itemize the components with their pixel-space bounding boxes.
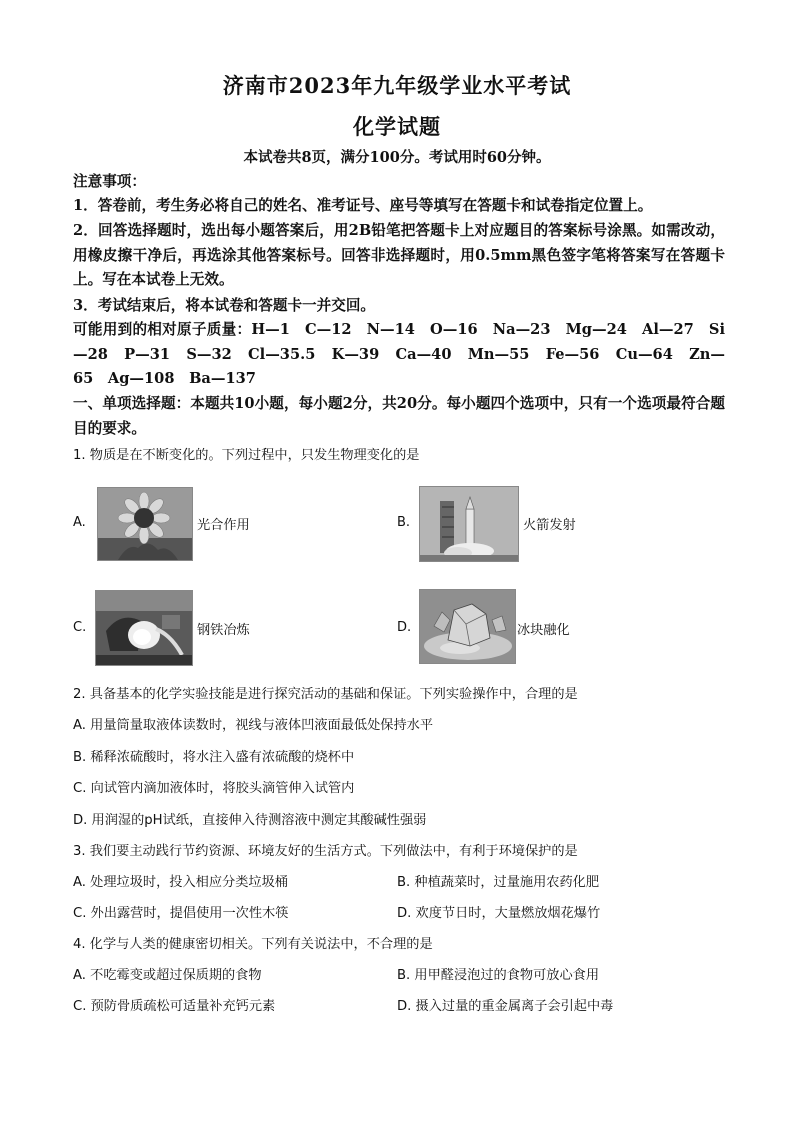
question-2-stem: 2. 具备基本的化学实验技能是进行探究活动的基础和保证。下列实验操作中，合理的是 bbox=[73, 687, 578, 702]
q1-option-a-letter: A. bbox=[73, 515, 86, 530]
q4-option-d: D. 摄入过量的重金属离子会引起中毒 bbox=[397, 999, 614, 1014]
q4-option-b: B. 用甲醛浸泡过的食物可放心食用 bbox=[397, 968, 600, 983]
q1-option-a-label: 光合作用 bbox=[197, 518, 250, 533]
exam-info: 本试卷共8页，满分100分。考试用时60分钟。 bbox=[243, 149, 551, 166]
q2-option-d: D. 用润湿的pH试纸，直接伸入待测溶液中测定其酸碱性强弱 bbox=[73, 813, 427, 828]
sunflower-photo bbox=[97, 487, 193, 561]
section-heading: 一、单项选择题：本题共10小题，每小题2分，共20分。每小题四个选项中，只有一个选项最符合题目的要求。 bbox=[73, 395, 725, 437]
note-item-2: 2．回答选择题时，选出每小题答案后，用2B铅笔把答题卡上对应题目的答案标号涂黑。如需改动，用橡皮擦干净后，再选涂其他答案标号。回答非选择题时，用0.5mm黑色签字笔将答案写在答题卡上。写在本试卷上无效。 bbox=[73, 222, 725, 288]
note-item-3: 3．考试结束后，将本试卷和答题卡一并交回。 bbox=[73, 297, 376, 314]
question-3-stem: 3. 我们要主动践行节约资源、环境友好的生活方式。下列做法中，有利于环境保护的是 bbox=[73, 844, 578, 859]
q2-option-c: C. 向试管内滴加液体时，将胶头滴管伸入试管内 bbox=[73, 781, 355, 796]
q3-option-b: B. 种植蔬菜时，过量施用农药化肥 bbox=[397, 875, 600, 890]
question-1-stem: 1. 物质是在不断变化的。下列过程中，只发生物理变化的是 bbox=[73, 448, 420, 463]
notes-label: 注意事项： bbox=[73, 173, 146, 190]
atomic-masses: 可能用到的相对原子质量：H—1 C—12 N—14 O—16 Na—23 Mg—24 Al—27 Si—28 P—31 S—32 Cl—35.5 K—39 Ca—40 Mn—55 Fe—56 Cu—64 Zn—65 Ag—108 Ba—137 bbox=[73, 321, 725, 387]
q1-option-d-letter: D. bbox=[397, 620, 412, 635]
q3-option-a: A. 处理垃圾时，投入相应分类垃圾桶 bbox=[73, 875, 288, 890]
q4-option-c: C. 预防骨质疏松可适量补充钙元素 bbox=[73, 999, 276, 1014]
question-4-stem: 4. 化学与人类的健康密切相关。下列有关说法中，不合理的是 bbox=[73, 937, 433, 952]
q1-option-b-letter: B. bbox=[397, 515, 411, 530]
q1-option-c-label: 钢铁冶炼 bbox=[197, 623, 250, 638]
q2-option-a: A. 用量筒量取液体读数时，视线与液体凹液面最低处保持水平 bbox=[73, 718, 434, 733]
exam-title: 济南市2023年九年级学业水平考试 bbox=[222, 73, 572, 98]
exam-subject: 化学试题 bbox=[353, 114, 441, 139]
q3-option-d: D. 欢度节日时，大量燃放烟花爆竹 bbox=[397, 906, 601, 921]
q2-option-b: B. 稀释浓硫酸时，将水注入盛有浓硫酸的烧杯中 bbox=[73, 750, 355, 765]
melting-ice-photo bbox=[419, 589, 516, 664]
q1-option-b-label: 火箭发射 bbox=[523, 518, 576, 533]
note-item-1: 1．答卷前，考生务必将自己的姓名、准考证号、座号等填写在答题卡和试卷指定位置上。 bbox=[73, 197, 653, 214]
q3-option-c: C. 外出露营时，提倡使用一次性木筷 bbox=[73, 906, 289, 921]
steel-smelting-photo bbox=[95, 590, 193, 666]
q1-option-d-label: 冰块融化 bbox=[517, 623, 570, 638]
q4-option-a: A. 不吃霉变或超过保质期的食物 bbox=[73, 968, 262, 983]
q1-option-c-letter: C. bbox=[73, 620, 87, 635]
rocket-launch-photo bbox=[419, 486, 519, 562]
